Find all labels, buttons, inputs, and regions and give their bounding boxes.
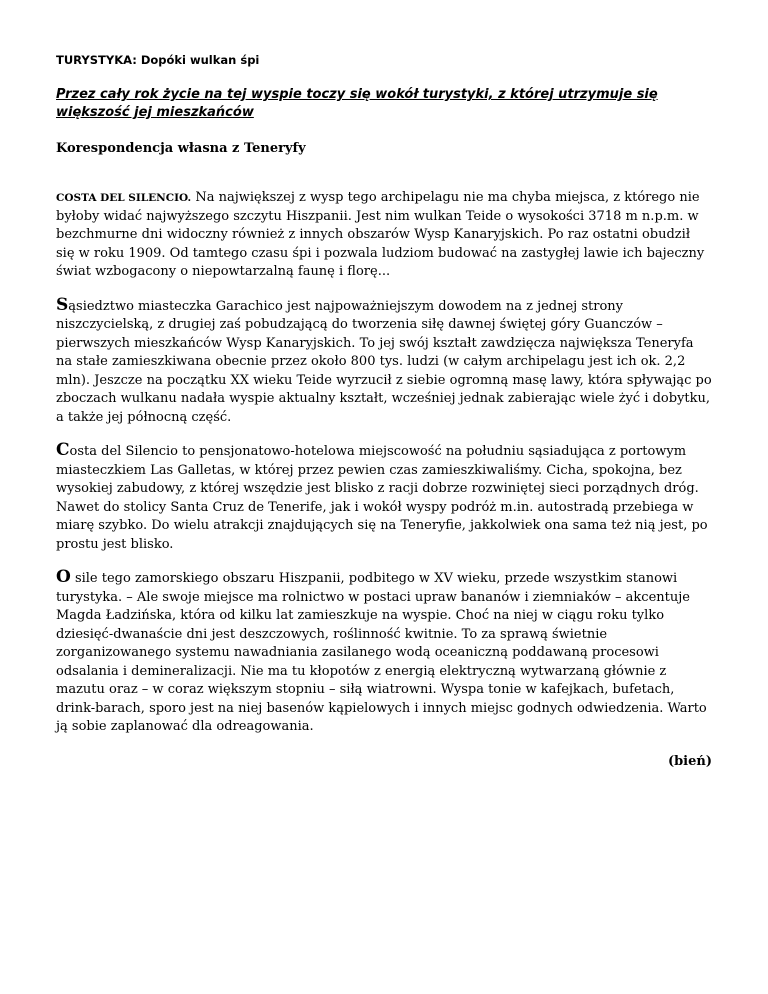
paragraph-3 bbox=[56, 441, 712, 554]
paragraph-4 bbox=[56, 568, 712, 737]
section-tag: TURYSTYKA: Dopóki wulkan śpi bbox=[56, 53, 260, 67]
byline: Korespondencja własna z Teneryfy bbox=[56, 141, 306, 156]
dateline: COSTA DEL SILENCIO. bbox=[56, 192, 192, 204]
paragraph-3-text: osta del Silencio to pensjonatowo-hotelowa miejscowość na południu sąsiadująca z portowym miasteczkiem Las Galletas, w której przez pewien czas zamieszkiwaliśmy. Cicha, spokojna, bez wysokiej zabudowy, z której wszędzie jest blisko z racji dobrze rozwiniętej sieci porządnych dróg. Nawet do stolicy Santa Cruz de Tenerife, jak i wokół wyspy podróż m.in. autostradą przebiega w miarę szybko. Do wielu atrakcji znajdujących się na Teneryfie, jakkolwiek ona sama też nią jest, po prostu jest blisko. bbox=[56, 444, 708, 552]
paragraph-4-initial: O bbox=[56, 567, 71, 587]
paragraph-1 bbox=[56, 189, 712, 282]
paragraph-2-text: ąsiedztwo miasteczka Garachico jest najpoważniejszym dowodem na z jednej strony niszczycielską, z drugiej zaś pobudzającą do tworzenia siłę dawnej świętej góry Guanczów – pierwszych mieszkańców Wysp Kanaryjskich. To jej swój kształt zawdzięcza największa Teneryfa na stałe zamieszkiwana obecnie przez około 800 tys. ludzi (w całym archipelagu jest ich ok. 2,2 mln). Jeszcze na początku XX wieku Teide wyrzucił z siebie ogromną masę lawy, która spływając po zboczach wulkanu nadała wyspie aktualny kształt, wcześniej jednak zabierając wiele żyć i dobytku, a także jej północną część. bbox=[56, 298, 712, 425]
paragraph-3-initial: C bbox=[56, 440, 70, 460]
paragraph-4-text: sile tego zamorskiego obszaru Hiszpanii, podbitego w XV wieku, przede wszystkim stanowi turystyka. – Ale swoje miejsce ma rolnictwo w postaci upraw bananów i ziemniaków – akcentuje Magda Ładzińska, która od kilku lat zamieszkuje na wyspie. Choć na niej w ciągu roku tylko dziesięć-dwanaście dni jest deszczowych, roślinność kwitnie. To za sprawą świetnie zorganizowanego systemu nawadniania zasilanego wodą oceaniczną poddawaną procesowi odsalania i demineralizacji. Nie ma tu kłopotów z energią elektryczną wytwarzaną głównie z mazutu oraz – w coraz większym stopniu – siłą wiatrowni. Wyspa tonie w kafejkach, bufetach, drink-barach, sporo jest na niej basenów kąpielowych i innych miejsc godnych odwiedzenia. Warto ją sobie zaplanować dla odreagowania. bbox=[56, 571, 707, 734]
article-lead: Przez cały rok życie na tej wyspie toczy się wokół turystyki, z której utrzymuje się większość jej mieszkańców bbox=[56, 87, 658, 120]
author-signature: (bień) bbox=[667, 753, 712, 769]
paragraph-2 bbox=[56, 296, 712, 428]
paragraph-2-initial: S bbox=[56, 294, 69, 315]
paragraph-1-text: Na największej z wysp tego archipelagu nie ma chyba miejsca, z którego nie byłoby widać najwyższego szczytu Hiszpanii. Jest nim wulkan Teide o wysokości 3718 m n.p.m. w bezchmurne dni widoczny również z innych obszarów Wysp Kanaryjskich. Po raz ostatni obudził się w roku 1909. Od tamtego czasu śpi i pozwala ludziom budować na zastygłej lawie ich bajeczny świat wzbogacony o niepowtarzalną faunę i florę... bbox=[56, 190, 705, 279]
